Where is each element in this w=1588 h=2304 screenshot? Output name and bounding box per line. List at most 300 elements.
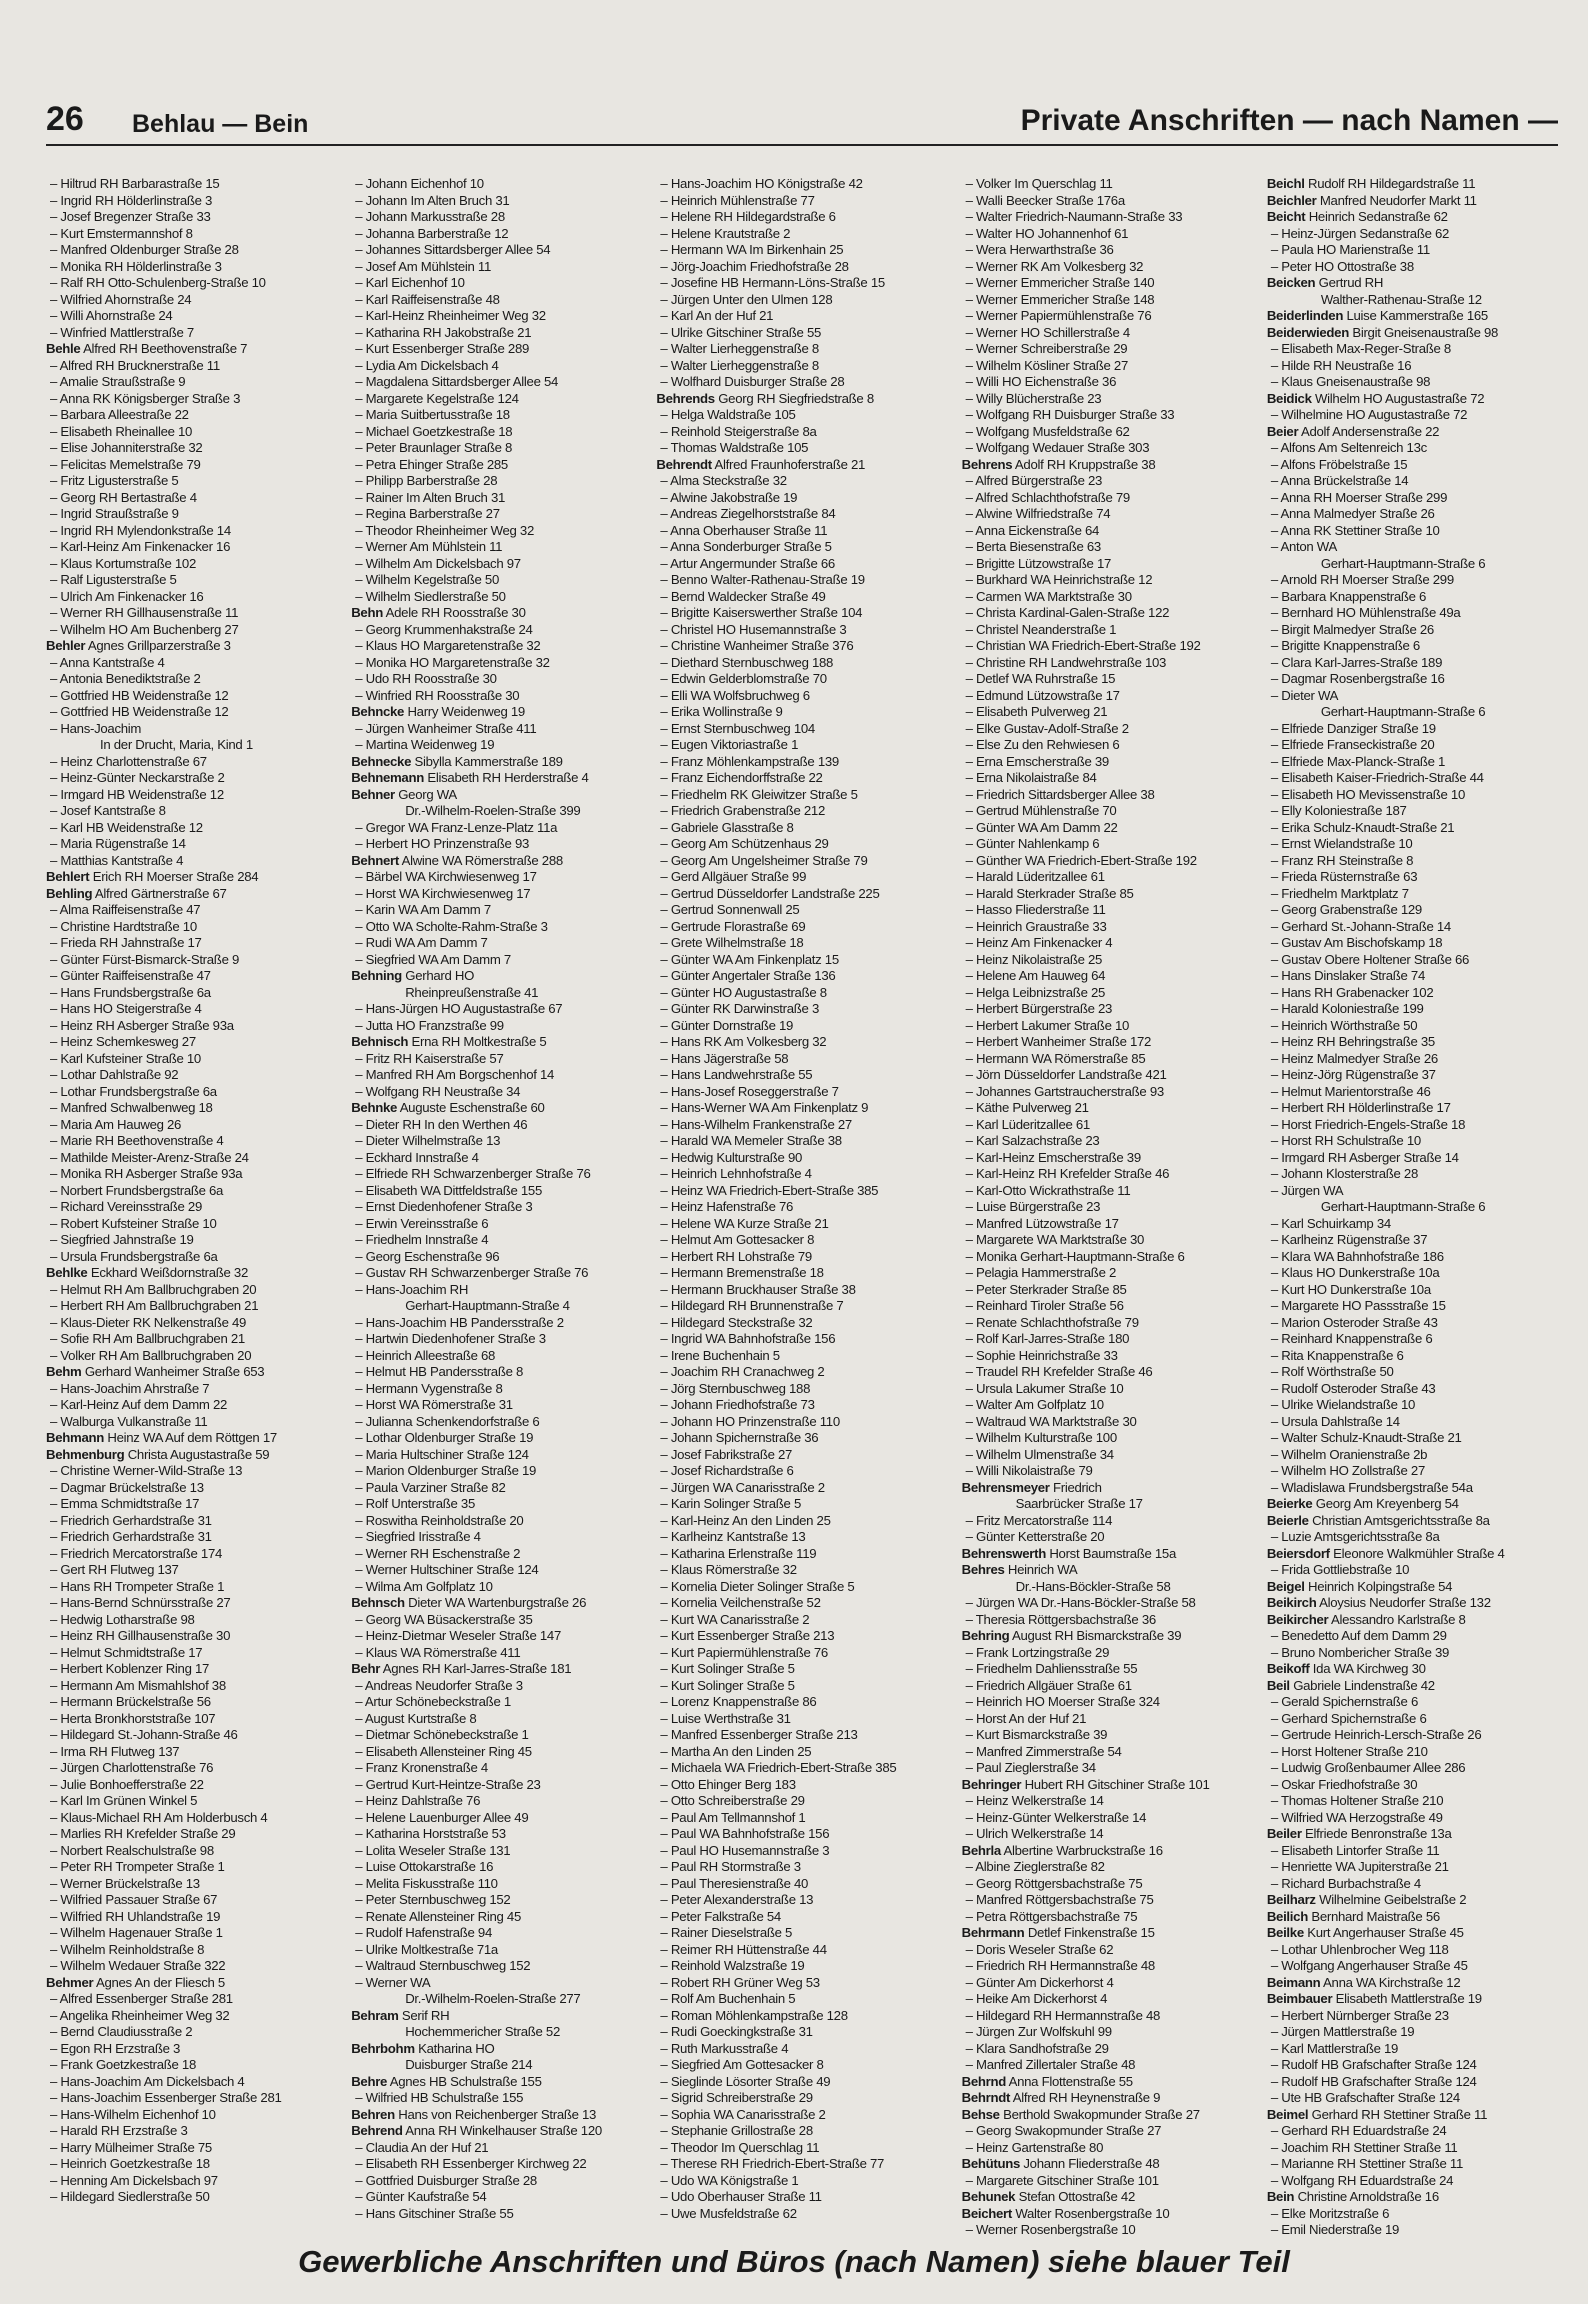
directory-entry: – Klaus HO Margaretenstraße 32 [351,638,640,655]
surname: Beilke [1266,1925,1304,1940]
directory-entry: – Horst Friedrich-Engels-Straße 18 [1267,1117,1556,1134]
directory-entry: – Wilhelm Am Dickelsbach 97 [351,556,640,573]
directory-entry: – Manfred Zimmerstraße 54 [962,1744,1251,1761]
directory-entry: – Anna Oberhauser Straße 11 [656,523,945,540]
directory-entry: – Grete Wilhelmstraße 18 [656,935,945,952]
directory-entry: – Klaus HO Dunkerstraße 10a [1267,1265,1556,1282]
entry-text: Ida WA Kirchweg 30 [1312,1661,1426,1676]
directory-entry: – Helmut Marientorstraße 46 [1267,1084,1556,1101]
directory-entry: – Rolf Am Buchenhain 5 [656,1991,945,2008]
directory-entry: – Irma RH Flutweg 137 [46,1744,335,1761]
directory-entry: – Elisabeth Kaiser-Friedrich-Straße 44 [1267,770,1556,787]
surname: Beiderwieden [1266,324,1349,340]
surname: Behnecke [351,753,412,769]
directory-entry: – Wolfhard Duisburger Straße 28 [656,374,945,391]
entry-text: Albertine Warbruckstraße 16 [1003,1842,1163,1858]
surname-entry [351,1034,640,1051]
directory-entry: – Elisabeth Pulverweg 21 [962,704,1251,721]
surname-entry [351,605,640,622]
directory-entry: – Karl-Heinz Emscherstraße 39 [962,1150,1251,1167]
directory-entry: – Sophie Heinrichstraße 33 [962,1348,1251,1365]
directory-entry: – Hermann WA Römerstraße 85 [962,1051,1251,1068]
directory-entry: – Anna RK Königsberger Straße 3 [46,391,335,408]
directory-entry: – Christine Wanheimer Straße 376 [656,638,945,655]
surname: Beimann [1266,1974,1321,1990]
directory-entry: – Anton WA [1267,539,1556,556]
entry-text: Wilhelm HO Augustastraße 72 [1315,390,1485,406]
surname: Bein [1266,2189,1295,2204]
entry-text: Christian Amtsgerichtsstraße 8a [1312,1512,1490,1528]
entry-text: Heinrich Kolpingstraße 54 [1307,1578,1453,1594]
entry-text: Agnes RH Karl-Jarres-Straße 181 [382,1661,572,1676]
directory-entry: – Sieglinde Lösorter Straße 49 [656,2074,945,2091]
directory-entry: – Paul RH Stormstraße 3 [656,1859,945,1876]
directory-entry: – Hildegard RH Hermannstraße 48 [962,2008,1251,2025]
directory-entry: – Martina Weidenweg 19 [351,737,640,754]
directory-entry: – Andreas Neudorfer Straße 3 [351,1678,640,1695]
surname-entry [46,1265,335,1282]
directory-entry: – Hermann Brückelstraße 56 [46,1694,335,1711]
directory-entry: – Lydia Am Dickelsbach 4 [351,358,640,375]
directory-entry: – Kurt Bismarckstraße 39 [962,1727,1251,1744]
directory-entry: – Ingrid RH Mylendonkstraße 14 [46,523,335,540]
page-number: 26 [46,100,84,138]
directory-entry: – Renate Schlachthofstraße 79 [962,1315,1251,1332]
directory-entry: – Karl Mattlerstraße 19 [1267,2041,1556,2058]
surname-entry [46,1364,335,1381]
surname: Behling [46,885,93,901]
surname: Beiersdorf [1266,1545,1330,1561]
directory-entry: – Herbert RH Lohstraße 79 [656,1249,945,1266]
directory-entry: – Uwe Musfeldstraße 62 [656,2206,945,2223]
directory-entry: – Christian WA Friedrich-Ebert-Straße 192 [962,638,1251,655]
directory-entry: – Heinz RH Gillhausenstraße 30 [46,1628,335,1645]
surname-entry [962,2074,1251,2091]
directory-entry: Gerhart-Hauptmann-Straße 6 [1320,704,1486,719]
surname: Beicht [1266,209,1306,224]
directory-entry: – Willi Nikolaistraße 79 [962,1463,1251,1480]
directory-entry: – Johannes Sittardsberger Allee 54 [351,242,640,259]
directory-entry: – Kurt Solinger Straße 5 [656,1678,945,1695]
directory-entry: – Harald Lüderitzallee 61 [962,869,1251,886]
surname: Behring [961,1628,1010,1643]
directory-entry: – Georg Swakopmunder Straße 27 [962,2123,1251,2140]
directory-entry: – Helene Lauenburger Allee 49 [351,1810,640,1827]
surname: Behrens [961,456,1013,472]
entry-text: Alfred RH Beethovenstraße 7 [83,341,248,356]
directory-entry: – Horst WA Kirchwiesenweg 17 [351,886,640,903]
directory-entry: – Hans-Bernd Schnürsstraße 27 [46,1595,335,1612]
directory-entry: – Mathilde Meister-Arenz-Straße 24 [46,1150,335,1167]
directory-entry: – Artur Angermunder Straße 66 [656,556,945,573]
surname-entry [1267,1661,1556,1678]
directory-entry: – Berta Biesenstraße 63 [962,539,1251,556]
directory-entry: – Emma Schmidtstraße 17 [46,1496,335,1513]
surname: Behmenburg [46,1446,125,1462]
directory-entry: – Gerd Allgäuer Straße 99 [656,869,945,886]
directory-entry: – Josefine HB Hermann-Löns-Straße 15 [656,275,945,292]
entry-text: Alfred Fraunhoferstraße 21 [714,456,866,472]
directory-entry: – Rudolf Hafenstraße 94 [351,1925,640,1942]
directory-entry: – Jürgen Mattlerstraße 19 [1267,2024,1556,2041]
directory-entry: – Heinrich Graustraße 33 [962,919,1251,936]
directory-entry: – Alma Steckstraße 32 [656,473,945,490]
entry-text: Erna RH Moltkestraße 5 [411,1034,547,1049]
directory-entry: – Regina Barberstraße 27 [351,506,640,523]
directory-entry: – Franz Kronenstraße 4 [351,1760,640,1777]
directory-entry: – Herbert Lakumer Straße 10 [962,1018,1251,1035]
directory-entry: – Erika Schulz-Knaudt-Straße 21 [1267,820,1556,837]
directory-entry: – Herbert Koblenzer Ring 17 [46,1661,335,1678]
directory-entry: – Alfons Fröbelstraße 15 [1267,457,1556,474]
directory-entry: – Rolf Karl-Jarres-Straße 180 [962,1331,1251,1348]
surname-entry [351,2074,640,2091]
surname-entry [962,457,1251,474]
directory-entry: – Ruth Markusstraße 4 [656,2041,945,2058]
directory-entry: – Wilhelm Kulturstraße 100 [962,1430,1251,1447]
surname: Beiler [1266,1826,1302,1841]
directory-entry: – Anna RK Stettiner Straße 10 [1267,523,1556,540]
directory-entry: – Günter Ketterstraße 20 [962,1529,1251,1546]
surname-entry [1267,1612,1556,1629]
directory-entry: – Frida Gottliebstraße 10 [1267,1562,1556,1579]
directory-entry: – Marion Oldenburger Straße 19 [351,1463,640,1480]
directory-entry: – Marlies RH Krefelder Straße 29 [46,1826,335,1843]
directory-entry: – Georg Eschenstraße 96 [351,1249,640,1266]
directory-entry: – Harald Koloniestraße 199 [1267,1001,1556,1018]
directory-entry: – Karl An der Huf 21 [656,308,945,325]
directory-entry: – Oskar Friedhofstraße 30 [1267,1777,1556,1794]
directory-entry: – Karl-Otto Wickrathstraße 11 [962,1183,1251,1200]
directory-entry: – Claudia An der Huf 21 [351,2140,640,2157]
surname-entry [46,1975,335,1992]
directory-entry: – Alfred Essenberger Straße 281 [46,1991,335,2008]
directory-entry: – Gertrud Sonnenwall 25 [656,902,945,919]
directory-entry: – Waltraud WA Marktstraße 30 [962,1414,1251,1431]
directory-entry: – Jürgen WA Dr.-Hans-Böckler-Straße 58 [962,1595,1251,1612]
directory-entry: – Herbert Wanheimer Straße 172 [962,1034,1251,1051]
directory-entry: – Helmut Am Gottesacker 8 [656,1232,945,1249]
directory-entry: – Peter Falkstraße 54 [656,1909,945,1926]
directory-entry: – Friedrich Sittardsberger Allee 38 [962,787,1251,804]
directory-entry: – Albine Zieglerstraße 82 [962,1859,1251,1876]
directory-entry: – Ingrid RH Hölderlinstraße 3 [46,193,335,210]
surname-entry [962,1925,1251,1942]
surname-entry [1267,1892,1556,1909]
directory-entry: – Wilhelm HO Am Buchenberg 27 [46,622,335,639]
directory-entry: – Elke Moritzstraße 6 [1267,2206,1556,2223]
directory-entry: – Klaus Römerstraße 32 [656,1562,945,1579]
directory-entry: – Amalie Straußstraße 9 [46,374,335,391]
directory-entry: – Helga Leibnizstraße 25 [962,985,1251,1002]
directory-entry: – Hans-Wilhelm Eichenhof 10 [46,2107,335,2124]
directory-entry: – Margarete HO Passstraße 15 [1267,1298,1556,1315]
entry-text: Alessandro Karlstraße 8 [1330,1611,1466,1627]
surname-entry [1267,1909,1556,1926]
directory-entry: – Georg Grabenstraße 129 [1267,902,1556,919]
directory-entry: – Heinz Welkerstraße 14 [962,1793,1251,1810]
directory-entry: – Alfred Schlachthofstraße 79 [962,490,1251,507]
directory-entry: – Horst Holtener Straße 210 [1267,1744,1556,1761]
directory-entry: – Else Zu den Rehwiesen 6 [962,737,1251,754]
surname: Behrensmeyer [961,1479,1050,1495]
directory-entry: – Günther WA Friedrich-Ebert-Straße 192 [962,853,1251,870]
entry-text: Georg WA [398,786,457,802]
directory-entry: – Hans-Joachim HB Pandersstraße 2 [351,1315,640,1332]
entry-text: Anna RH Winkelhauser Straße 120 [405,2123,602,2138]
entry-text: Stefan Ottostraße 42 [1018,2189,1135,2204]
directory-entry: – Harald RH Erzstraße 3 [46,2123,335,2140]
surname: Behrmann [961,1925,1025,1940]
directory-entry: – Günter Am Dickerhorst 4 [962,1975,1251,1992]
directory-entry: – Gertrud Mühlenstraße 70 [962,803,1251,820]
directory-entry: Rheinpreußenstraße 41 [405,984,539,1000]
surname: Behn [351,605,383,620]
directory-entry: – Karl-Heinz Auf dem Damm 22 [46,1397,335,1414]
directory-entry: – Hasso Fliederstraße 11 [962,902,1251,919]
surname: Beichert [961,2205,1012,2221]
entry-text: Katharina HO [418,2040,495,2056]
directory-entry: – Rita Knappenstraße 6 [1267,1348,1556,1365]
directory-entry: – Günter Raiffeisenstraße 47 [46,968,335,985]
directory-entry: – Hans RH Grabenacker 102 [1267,985,1556,1002]
directory-entry: – Hans Landwehrstraße 55 [656,1067,945,1084]
directory-entry: – Elisabeth RH Essenberger Kirchweg 22 [351,2156,640,2173]
column-4 [961,176,1251,2237]
directory-entry: – Lolita Weseler Straße 131 [351,1843,640,1860]
directory-entry: – Brigitte Knappenstraße 6 [1267,638,1556,655]
directory-entry: – Udo WA Königstraße 1 [656,2173,945,2190]
directory-entry: – Luise Werthstraße 31 [656,1711,945,1728]
directory-entry: – Bruno Nombericher Straße 39 [1267,1645,1556,1662]
surname-entry [1267,1678,1556,1695]
directory-entry: – Edmund Lützowstraße 17 [962,688,1251,705]
directory-entry: – Lorenz Knappenstraße 86 [656,1694,945,1711]
directory-entry: – Gottfried Duisburger Straße 28 [351,2173,640,2190]
surname: Beicken [1266,275,1316,290]
surname-entry [1267,275,1556,292]
entry-text: Anna WA Kirchstraße 12 [1323,1974,1461,1990]
directory-entry: – Wladislawa Frundsbergstraße 54a [1267,1480,1556,1497]
directory-entry: – Elisabeth WA Dittfeldstraße 155 [351,1183,640,1200]
directory-entry: – Luise Ottokarstraße 16 [351,1859,640,1876]
surname-entry [1267,2189,1556,2206]
surname: Behnsch [351,1595,405,1610]
column-1 [46,176,335,2204]
entry-text: Agnes An der Fliesch 5 [95,1974,225,1990]
directory-entry: – Magdalena Sittardsberger Allee 54 [351,374,640,391]
directory-entry: – Joachim RH Stettiner Straße 11 [1267,2140,1556,2157]
directory-entry: – Anna RH Moerser Straße 299 [1267,490,1556,507]
footer-note: Gewerbliche Anschriften und Büros (nach Namen) siehe blauer Teil [298,2244,1290,2279]
entry-text: Gertrud RH [1318,275,1384,290]
directory-entry: – Richard Vereinsstraße 29 [46,1199,335,1216]
directory-entry: – Wera Herwarthstraße 36 [962,242,1251,259]
directory-entry: – Günter RK Darwinstraße 3 [656,1001,945,1018]
directory-entry: – Helga Waldstraße 105 [656,407,945,424]
directory-entry: – Paula Varziner Straße 82 [351,1480,640,1497]
directory-entry: – Kurt WA Canarisstraße 2 [656,1612,945,1629]
directory-entry: – Heinz Gartenstraße 80 [962,2140,1251,2157]
directory-entry: – Reinhold Steigerstraße 8a [656,424,945,441]
directory-entry: – Richard Burbachstraße 4 [1267,1876,1556,1893]
directory-entry: – Petra Ehinger Straße 285 [351,457,640,474]
entry-text: Adolf Andersenstraße 22 [1300,423,1440,439]
directory-entry: – Wilhelm Hagenauer Straße 1 [46,1925,335,1942]
surname-entry [351,2041,640,2058]
directory-entry: – Christel Neanderstraße 1 [962,622,1251,639]
directory-entry: – Hans-Jürgen HO Augustastraße 67 [351,1001,640,1018]
surname: Behres [961,1562,1005,1577]
directory-entry: – Karl Kufsteiner Straße 10 [46,1051,335,1068]
surname-entry [1267,1513,1556,1530]
directory-entry: – Lothar Frundsbergstraße 6a [46,1084,335,1101]
directory-entry: – Barbara Alleestraße 22 [46,407,335,424]
directory-entry: – Wilhelm Wedauer Straße 322 [46,1958,335,1975]
surname: Beilich [1266,1908,1308,1924]
directory-entry: – Heinrich HO Moerser Straße 324 [962,1694,1251,1711]
surname-entry [1267,424,1556,441]
directory-entry: – Wolfgang RH Eduardstraße 24 [1267,2173,1556,2190]
surname-entry [656,457,945,474]
directory-entry: – Melita Fiskusstraße 110 [351,1876,640,1893]
directory-entry: – Heinz-Günter Welkerstraße 14 [962,1810,1251,1827]
directory-entry: – Klaus Gneisenaustraße 98 [1267,374,1556,391]
directory-entry: – Paul HO Husemannstraße 3 [656,1843,945,1860]
directory-entry: – Werner WA [351,1975,640,1992]
directory-entry: – Lothar Dahlstraße 92 [46,1067,335,1084]
directory-entry: – Jörg-Joachim Friedhofstraße 28 [656,259,945,276]
directory-entry: – Wilfried Passauer Straße 67 [46,1892,335,1909]
directory-entry: – Elisabeth Allensteiner Ring 45 [351,1744,640,1761]
directory-entry: – Werner Rosenbergstraße 10 [962,2222,1251,2239]
directory-entry: – Heinrich Mühlenstraße 77 [656,193,945,210]
surname: Behle [46,341,81,356]
directory-entry: – Hans-Joachim Am Dickelsbach 4 [46,2074,335,2091]
directory-entry: – Stephanie Grillostraße 28 [656,2123,945,2140]
directory-entry: – Hedwig Kulturstraße 90 [656,1150,945,1167]
surname: Beikoff [1266,1661,1310,1676]
surname: Behrend [351,2123,403,2138]
surname: Beierle [1266,1512,1309,1528]
directory-entry: – Klara Sandhofstraße 29 [962,2041,1251,2058]
directory-entry: – Dieter WA [1267,688,1556,705]
directory-entry: – Sofie RH Am Ballbruchgraben 21 [46,1331,335,1348]
directory-entry: – Marie RH Beethovenstraße 4 [46,1133,335,1150]
entry-text: Eleonore Walkmühler Straße 4 [1333,1545,1505,1561]
surname-entry [351,2107,640,2124]
directory-entry: – Martha An den Linden 25 [656,1744,945,1761]
surname-entry [351,968,640,985]
directory-entry: – Christine RH Landwehrstraße 103 [962,655,1251,672]
surname-entry [1267,1826,1556,1843]
directory-entry: – Hermann WA Im Birkenhain 25 [656,242,945,259]
directory-entry: – Karlheinz Rügenstraße 37 [1267,1232,1556,1249]
directory-entry: – Reinhold Walzstraße 19 [656,1958,945,1975]
surname: Beil [1266,1677,1290,1693]
directory-entry: – Erna Emscherstraße 39 [962,754,1251,771]
directory-entry: – Gregor WA Franz-Lenze-Platz 11a [351,820,640,837]
directory-entry: – Wilhelm Siedlerstraße 50 [351,589,640,606]
directory-entry: – Marion Osteroder Straße 43 [1267,1315,1556,1332]
entry-text: Alfred Gärtnerstraße 67 [94,885,227,901]
directory-entry: – Manfred Röttgersbachstraße 75 [962,1892,1251,1909]
directory-entry: – Detlef WA Ruhrstraße 15 [962,671,1251,688]
directory-entry: – Dagmar Brückelstraße 13 [46,1480,335,1497]
directory-entry: – Georg WA Büsackerstraße 35 [351,1612,640,1629]
directory-entry: – Pelagia Hammerstraße 2 [962,1265,1251,1282]
entry-text: Heinz WA Auf dem Röttgen 17 [107,1430,277,1445]
directory-entry: – Josef Kantstraße 8 [46,803,335,820]
directory-entry: – Heike Am Dickerhorst 4 [962,1991,1251,2008]
directory-entry: – Siegfried Irisstraße 4 [351,1529,640,1546]
directory-entry: – Erika Wollinstraße 9 [656,704,945,721]
surname: Behrends [656,390,715,406]
surname-entry [962,2156,1251,2173]
directory-entry: – Julie Bonhoefferstraße 22 [46,1777,335,1794]
directory-entry: – Jürgen Zur Wolfskuhl 99 [962,2024,1251,2041]
directory-entry: – Werner Hultschiner Straße 124 [351,1562,640,1579]
entry-text: Wilhelmine Geibelstraße 2 [1319,1892,1467,1907]
surname: Beimel [1266,2106,1309,2122]
directory-entry: – Friedrich Allgäuer Straße 61 [962,1678,1251,1695]
surname: Behrendt [656,456,712,472]
directory-entry: – Wilhelm Ulmenstraße 34 [962,1447,1251,1464]
directory-entry: – Roman Möhlenkampstraße 128 [656,2008,945,2025]
directory-entry: – Josef Richardstraße 6 [656,1463,945,1480]
directory-entry: – Manfred Oldenburger Straße 28 [46,242,335,259]
directory-entry: – Maria Am Hauweg 26 [46,1117,335,1134]
directory-entry: – Rolf Wörthstraße 50 [1267,1364,1556,1381]
surname: Behse [961,2106,1000,2122]
directory-entry: – Helmut Schmidtstraße 17 [46,1645,335,1662]
directory-entry: – Helene Am Hauweg 64 [962,968,1251,985]
directory-entry: – Winfried Mattlerstraße 7 [46,325,335,342]
directory-entry: – Werner RH Eschenstraße 2 [351,1546,640,1563]
directory-entry: – Elisabeth Rheinallee 10 [46,424,335,441]
directory-entry: – Jürgen WA [1267,1183,1556,1200]
surname-entry [962,2206,1251,2223]
directory-entry: – Werner RH Gillhausenstraße 11 [46,605,335,622]
entry-text: Adolf RH Kruppstraße 38 [1014,456,1156,472]
directory-entry: – Hans-Joachim [46,721,335,738]
directory-entry: – Werner HO Schillerstraße 4 [962,325,1251,342]
surname-entry [1267,1579,1556,1596]
surname: Behmann [46,1430,104,1445]
directory-entry: – Volker RH Am Ballbruchgraben 20 [46,1348,335,1365]
directory-entry: – Hans Frundsbergstraße 6a [46,985,335,1002]
directory-entry: – Rudi WA Am Damm 7 [351,935,640,952]
directory-entry: – Helene RH Hildegardstraße 6 [656,209,945,226]
surname: Behlke [46,1265,88,1280]
directory-entry: – Winfried RH Roosstraße 30 [351,688,640,705]
directory-entry: – Birgit Malmedyer Straße 26 [1267,622,1556,639]
directory-entry: – Heinrich Lehnhofstraße 4 [656,1166,945,1183]
directory-entry: – Artur Schönebeckstraße 1 [351,1694,640,1711]
directory-entry: – Jutta HO Franzstraße 99 [351,1018,640,1035]
entry-text: Manfred Neudorfer Markt 11 [1319,192,1477,208]
directory-entry: – Elfriede Franseckistraße 20 [1267,737,1556,754]
surname: Beigel [1266,1578,1305,1594]
directory-entry: – Christine Werner-Wild-Straße 13 [46,1463,335,1480]
directory-entry: – Dietmar Schönebeckstraße 1 [351,1727,640,1744]
directory-entry: – Rudi Goeckingkstraße 31 [656,2024,945,2041]
directory-entry: – Johann Eichenhof 10 [351,176,640,193]
directory-entry: – Gertrude Florastraße 69 [656,919,945,936]
directory-entry: – Jürgen Wanheimer Straße 411 [351,721,640,738]
directory-entry: – Reinhard Tiroler Straße 56 [962,1298,1251,1315]
directory-entry: – Rudolf HB Grafschafter Straße 124 [1267,2074,1556,2091]
